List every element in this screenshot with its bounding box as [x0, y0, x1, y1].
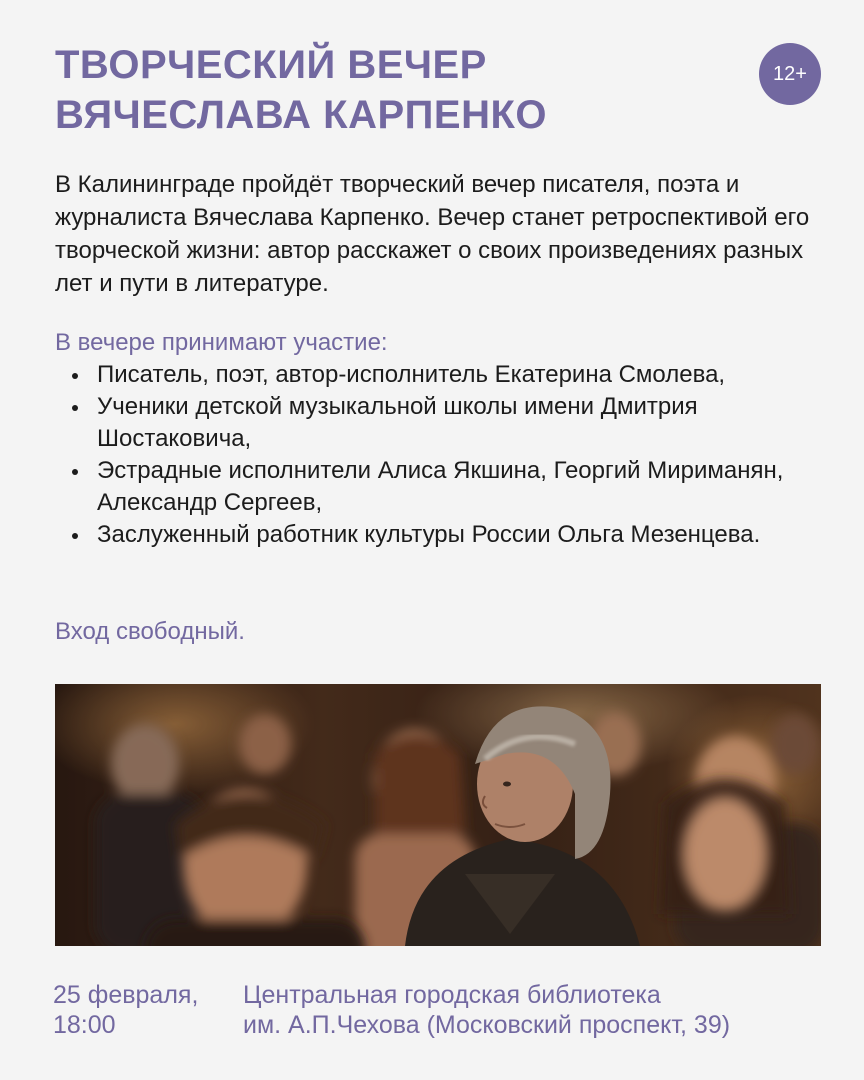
participants-heading: В вечере принимают участие: — [55, 329, 388, 356]
participants-list — [55, 359, 835, 551]
event-date: 25 февраля, — [53, 981, 199, 1009]
list-item: Писатель, поэт, автор-исполнитель Екатерина Смолева, — [55, 359, 835, 391]
event-time: 18:00 — [53, 1011, 116, 1039]
event-date-time — [53, 980, 233, 1040]
event-venue — [243, 980, 843, 1040]
venue-name: Центральная городская библиотека — [243, 981, 661, 1009]
page-title — [55, 40, 745, 140]
audience-photo-illustration — [55, 684, 821, 946]
age-rating-badge: 12+ — [759, 43, 821, 105]
venue-address: им. А.П.Чехова (Московский проспект, 39) — [243, 1011, 731, 1039]
list-item: Заслуженный работник культуры России Ольга Мезенцева. — [55, 519, 835, 551]
free-entry-note: Вход свободный. — [55, 618, 245, 645]
list-item: Эстрадные исполнители Алиса Якшина, Георгий Мириманян, Александр Сергеев, — [55, 455, 835, 519]
audience-photo — [55, 684, 821, 946]
list-item: Ученики детской музыкальной школы имени Дмитрия Шостаковича, — [55, 391, 835, 455]
title-line-2: ВЯЧЕСЛАВА КАРПЕНКО — [55, 93, 547, 137]
intro-paragraph: В Калининграде пройдёт творческий вечер писателя, поэта и журналиста Вячеслава Карпенко. Вечер станет ретроспективой его творческой жизни: автор расскажет о своих произведениях разных лет и пути в литературе. — [55, 171, 810, 297]
title-line-1: ТВОРЧЕСКИЙ ВЕЧЕР — [55, 43, 487, 87]
